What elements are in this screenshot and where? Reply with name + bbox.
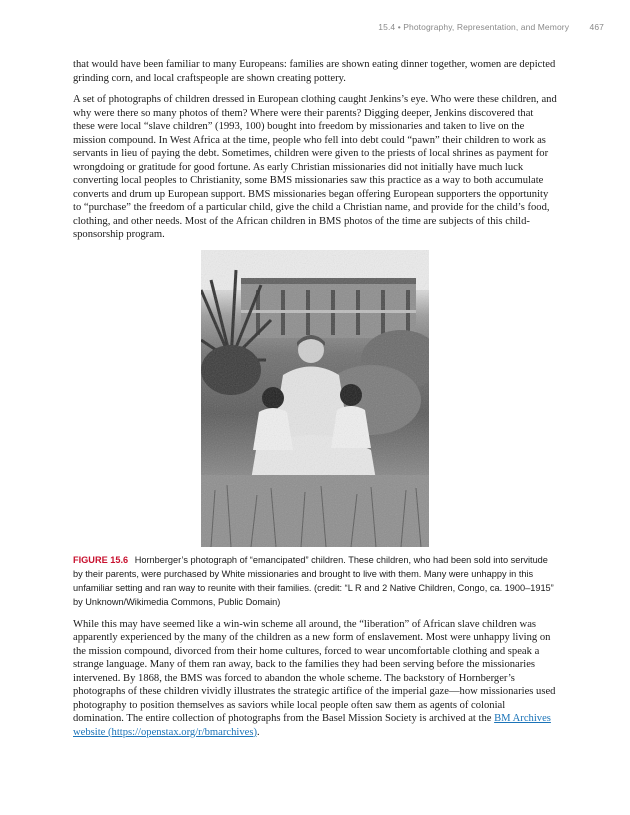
figure-label: FIGURE 15.6 xyxy=(73,554,129,565)
bm-archives-link[interactable]: BM Archives website (https://openstax.org/r/bmarchives) xyxy=(73,713,551,738)
paragraph-1: that would have been familiar to many Europeans: families are shown eating dinner together, women are depicted grinding corn, and local craftspeople are shown creating pottery. xyxy=(73,59,556,84)
paragraph-3-text: While this may have seemed like a win-win scheme all around, the “liberation” of African slave children was apparently experienced by the many of the children as a new form of enslavement. Most were unhappy living on the mission compound, divorced from their home cultures, forced to wear uncomfortable clothing and speak a strange language. Many of them ran away, back to the families they had been serving before the missionaries intervened. By 1868, the BMS was forced to abandon the whole scheme. The backstory of Hornberger’s photographs of these children vividly illustrates the strategic artifice of the imperial gaze—how missionaries used photography to position themselves as saviors while local people often saw them as agents of colonial domination. The entire collection of photographs from the Basel Mission Society is archived at the xyxy=(73,618,556,724)
paragraph-3 xyxy=(73,618,557,740)
running-header xyxy=(378,22,604,32)
paragraph-2: A set of photographs of children dressed in European clothing caught Jenkins’s eye. Who were these children, and why were there so many photos of them? Where were their parents? Digging deeper, Jenkins discovered that these were local “slave children” (1993, 100) bought into freedom by missionaries and taken to live on the mission compound. In West Africa at the time, people who fell into debt could “pawn” their children to work as servants in lieu of paying the debt. Sometimes, children were given to the priests of local shrines as payment for wrongdoing or gratitude for good fortune. As early Christian missionaries did not initially have much luck converting local peoples to Christianity, some BMS missionaries saw this practice as a way to both accumulate converts and drum up European support. BMS missionaries began offering European supporters the opportunity to “purchase” the freedom of a particular child, give the child a Christian name, and provide for the child’s food, clothing, and other needs. Most of the African children in BMS photos of the time are subjects of this child-sponsorship program. xyxy=(73,94,557,240)
photo-illustration xyxy=(201,250,429,547)
page-content xyxy=(73,58,557,747)
figure-caption xyxy=(73,553,557,609)
paragraph-3-end: . xyxy=(256,726,260,738)
figure-photograph xyxy=(201,250,429,547)
section-title: 15.4 • Photography, Representation, and Memory xyxy=(378,22,570,32)
page-number: 467 xyxy=(589,22,604,32)
figure-caption-text: Hornberger’s photograph of “emancipated” children. These children, who had been sold into servitude by their parents, were purchased by White missionaries and brought to live with them. Many were unhappy in this unfamiliar setting and ran way to reunite with their families. (credit: “L R and 2 Native Children, Congo, ca. 1900–1915” by Unknown/Wikimedia Commons, Public Domain) xyxy=(73,554,554,607)
